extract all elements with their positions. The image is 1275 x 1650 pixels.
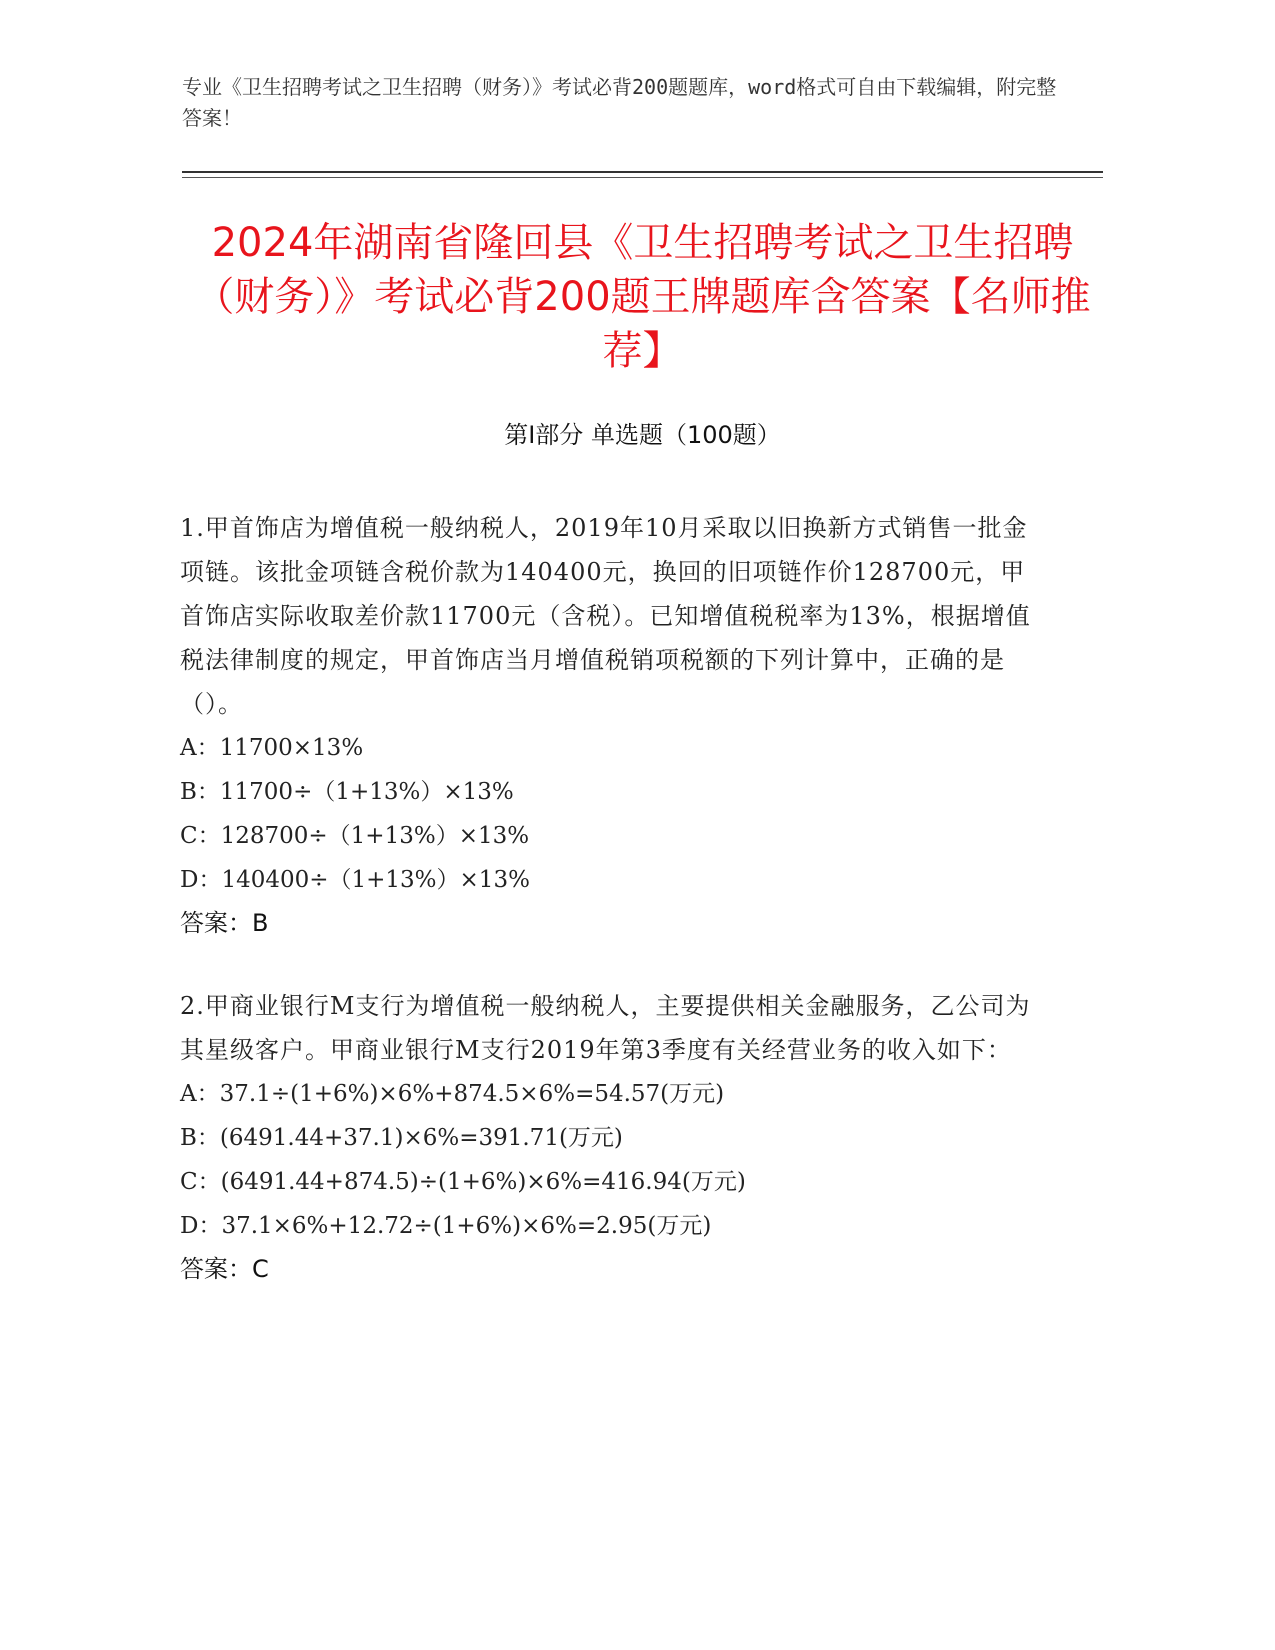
option-d: D：37.1×6%+12.72÷(1+6%)×6%=2.95(万元) [180, 1213, 712, 1239]
option-b: B：11700÷（1+13%）×13% [180, 779, 514, 805]
option-b: B：(6491.44+37.1)×6%=391.71(万元) [180, 1125, 623, 1151]
header-note: 专业《卫生招聘考试之卫生招聘（财务）》考试必背200题题库，word格式可自由下载编辑，附完整答案！ [182, 75, 1057, 130]
header-divider-thick [182, 171, 1103, 173]
question-item [180, 984, 1040, 1290]
option-d: D：140400÷（1+13%）×13% [180, 867, 530, 893]
option-a: A：11700×13% [180, 735, 364, 761]
question-item [180, 506, 1040, 944]
question-stem: 1.甲首饰店为增值税一般纳税人，2019年10月采取以旧换新方式销售一批金项链。该批金项链含税价款为140400元，换回的旧项链作价128700元，甲首饰店实际收取差价款11700元（含税）。已知增值税税率为13%，根据增值税法律制度的规定，甲首饰店当月增值税销项税额的下列计算中，正确的是（）。 [180, 514, 1031, 718]
section-heading: 第Ⅰ部分 单选题（100题） [504, 421, 781, 449]
answer-line: 答案：C [180, 1255, 269, 1283]
document-title: 2024年湖南省隆回县《卫生招聘考试之卫生招聘（财务）》考试必背200题王牌题库含答案【名师推荐】 [194, 220, 1091, 374]
option-c: C：(6491.44+874.5)÷(1+6%)×6%=416.94(万元) [180, 1169, 746, 1195]
answer-line: 答案：B [180, 909, 269, 937]
option-c: C：128700÷（1+13%）×13% [180, 823, 530, 849]
option-a: A：37.1÷(1+6%)×6%+874.5×6%=54.57(万元) [180, 1081, 725, 1107]
header-divider-thin [182, 177, 1103, 178]
question-stem: 2.甲商业银行M支行为增值税一般纳税人，主要提供相关金融服务，乙公司为其星级客户。甲商业银行M支行2019年第3季度有关经营业务的收入如下： [180, 992, 1031, 1064]
